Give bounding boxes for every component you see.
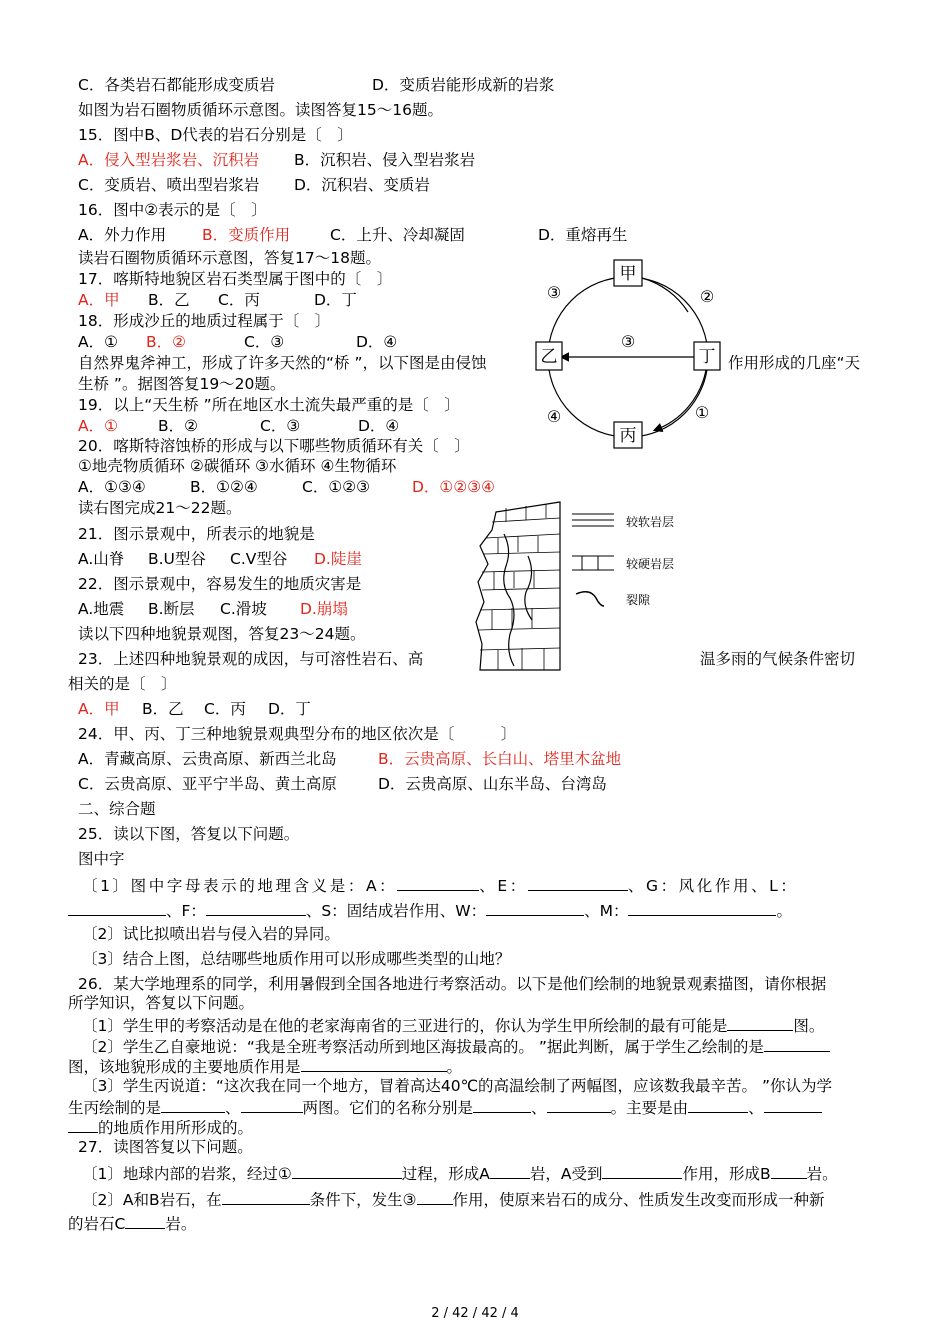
- blank-m[interactable]: [628, 899, 776, 916]
- legend-soft-swatch: [572, 514, 614, 526]
- q25-p1-text-end: 。: [776, 902, 792, 920]
- arrow-2: [642, 278, 688, 312]
- intro-15: 如图为岩石圈物质循环示意图。读图答复15～16题。: [78, 101, 443, 119]
- label-jia: 甲: [619, 264, 637, 284]
- q24-option-d: D．云贵高原、山东半岛、台湾岛: [378, 775, 607, 793]
- legend-crack-label: 裂隙: [626, 593, 651, 607]
- q18-option-a: A．①: [78, 333, 118, 351]
- legend-hard-label: 较硬岩层: [626, 557, 675, 571]
- q18-option-b: B．②: [146, 333, 187, 351]
- q22-option-b: B.断层: [148, 600, 195, 618]
- section-2-title: 二、综合题: [78, 800, 156, 818]
- blank-q27-2b[interactable]: [417, 1188, 453, 1205]
- q22-option-c: C.滑坡: [220, 600, 267, 618]
- q25-p2: 〔2〕试比拟喷出岩与侵入岩的异同。: [82, 925, 340, 943]
- q17-stem: 17．喀斯特地貌区岩石类型属于图中的〔 〕: [78, 270, 393, 288]
- q26-p3-text-d: 两图。它们的名称分别是: [302, 1099, 474, 1117]
- intro-23: 读以下四种地貌景观图，答复23～24题。: [78, 625, 366, 643]
- q26-p3-sep2: 、: [531, 1099, 547, 1117]
- q25-p1-text-e: 、E：: [479, 877, 528, 895]
- label-3-topleft: ③: [546, 283, 562, 302]
- q23-option-d: D．丁: [268, 700, 311, 718]
- q27-stem: 27．读图答复以下问题。: [78, 1138, 253, 1156]
- q15-stem: 15．图中B、D代表的岩石分别是〔 〕: [78, 126, 353, 144]
- blank-q26-1[interactable]: [727, 1014, 793, 1031]
- label-bing: 丙: [619, 426, 637, 446]
- q20-option-d: D．①②③④: [412, 478, 496, 496]
- blank-q27-2c[interactable]: [125, 1212, 165, 1229]
- q27-p2-line1: [82, 1188, 825, 1210]
- q26-p3-sep1: 、: [225, 1099, 241, 1117]
- q14-option-d: D．变质岩能形成新的岩浆: [372, 76, 555, 94]
- blank-q26-3d[interactable]: [547, 1096, 611, 1113]
- blank-e[interactable]: [528, 874, 628, 891]
- q15-option-a: A．侵入型岩浆岩、沉积岩: [78, 151, 260, 169]
- q26-p3-sep3: 、: [748, 1099, 764, 1117]
- blank-q27-2a[interactable]: [222, 1188, 310, 1205]
- intro-19-part1: 自然界鬼斧神工，形成了许多天然的“桥 ”，以下图是由侵蚀: [78, 354, 487, 372]
- q21-option-d: D.陡崖: [314, 550, 362, 568]
- q17-options: [78, 290, 357, 310]
- intro-17: 读岩石圈物质循环示意图，答复17～18题。: [78, 249, 381, 267]
- q23-stem-part2: 温多雨的气候条件密切: [700, 650, 856, 668]
- q25-figure-label: 图中字: [78, 850, 125, 868]
- q19-option-b: B．②: [158, 417, 199, 435]
- q21-options: [78, 549, 362, 569]
- blank-q26-2b[interactable]: [301, 1055, 447, 1072]
- q15-options-cd: [78, 175, 430, 195]
- q27-p1-text-d: 作用，形成B: [682, 1165, 771, 1183]
- q26-p3-end: 的地质作用所形成的。: [98, 1119, 254, 1137]
- q26-p2-text: 〔2〕学生乙自豪地说：“我是全班考察活动所到地区海拔最高的。 ”据此判断，属于学生乙绘制的是: [82, 1038, 764, 1056]
- q17-option-b: B．乙: [148, 291, 190, 309]
- q24-option-c: C．云贵高原、亚平宁半岛、黄土高原: [78, 775, 337, 793]
- q26-p3-text-f: 。主要是由: [610, 1099, 689, 1117]
- q27-p2-text-c: 作用，使原来岩石的成分、性质发生改变而形成一种新: [452, 1191, 825, 1209]
- page-footer: 2 / 42 / 42 / 4: [431, 1306, 519, 1321]
- q20-options: [78, 477, 496, 497]
- q23-option-b: B．乙: [142, 700, 184, 718]
- q26-p1-end: 图。: [793, 1017, 825, 1035]
- label-4: ④: [546, 407, 562, 426]
- blank-q26-3g[interactable]: [68, 1116, 98, 1133]
- blank-q27-1a[interactable]: [292, 1162, 402, 1179]
- blank-q26-3e[interactable]: [688, 1096, 748, 1113]
- q25-p1-text-f: 、F：: [166, 902, 206, 920]
- q20-option-a: A．①③④: [78, 478, 146, 496]
- label-yi: 乙: [540, 347, 558, 367]
- q24-option-a: A．青藏高原、云贵高原、新西兰北岛: [78, 750, 337, 768]
- q21-stem: 21．图示景观中，所表示的地貌是: [78, 525, 315, 543]
- q27-p2-text-a: 〔2〕A和B岩石，在: [82, 1191, 222, 1209]
- q16-option-d: D．重熔再生: [538, 226, 628, 244]
- q18-option-c: C．③: [244, 333, 285, 351]
- blank-q26-3f[interactable]: [764, 1096, 822, 1113]
- q16-option-a: A．外力作用: [78, 226, 167, 244]
- intro-19-line1: [78, 353, 861, 373]
- q26-p1: [82, 1014, 824, 1036]
- q25-p1-line1: [82, 874, 799, 896]
- q16-stem: 16．图中②表示的是〔 〕: [78, 201, 267, 219]
- q23-stem-line1: [78, 649, 856, 669]
- q26-p3-text-b: 生丙绘制的是: [68, 1099, 162, 1117]
- q17-option-c: C．丙: [218, 291, 260, 309]
- q23-stem-part1: 23．上述四种地貌景观的成因，与可溶性岩石、高: [78, 650, 424, 668]
- blank-a[interactable]: [397, 874, 479, 891]
- q22-stem: 22．图示景观中，容易发生的地质灾害是: [78, 575, 362, 593]
- q24-option-b: B．云贵高原、长白山、塔里木盆地: [378, 750, 622, 768]
- q26-p2-text-b: 图，该地貌形成的主要地质作用是: [68, 1058, 301, 1076]
- q19-stem: 19．以上“天生桥 ”所在地区水土流失最严重的是〔 〕: [78, 396, 460, 414]
- q21-option-c: C.V型谷: [230, 550, 288, 568]
- q17-option-a: A．甲: [78, 291, 120, 309]
- intro-19-part2: 作用形成的几座“天: [728, 354, 861, 372]
- q27-p2-text-b: 条件下，发生③: [309, 1191, 417, 1209]
- q24-stem: 24．甲、丙、丁三种地貌景观典型分布的地区依次是〔 〕: [78, 725, 517, 743]
- q27-p1-text-b: 过程，形成A: [401, 1165, 490, 1183]
- blank-q27-1b[interactable]: [490, 1162, 530, 1179]
- q24-options-cd: [78, 774, 607, 794]
- q22-option-a: A.地震: [78, 600, 125, 618]
- q25-stem: 25．读以下图，答复以下问题。: [78, 825, 300, 843]
- q26-p3-line3: [68, 1116, 253, 1138]
- q25-p1-line2: [68, 899, 792, 921]
- q27-p1-text-e: 岩。: [806, 1165, 838, 1183]
- q26-p2-line2: [68, 1055, 462, 1077]
- q17-option-d: D．丁: [314, 291, 357, 309]
- label-ding: 丁: [698, 347, 716, 367]
- q18-options: [78, 332, 398, 352]
- q20-stem: 20．喀斯特溶蚀桥的形成与以下哪些物质循环有关〔 〕: [78, 437, 470, 455]
- q16-option-c: C．上升、冷却凝固: [330, 226, 465, 244]
- blank-q26-3a[interactable]: [161, 1096, 225, 1113]
- q23-option-c: C．丙: [204, 700, 246, 718]
- legend-soft-label: 较软岩层: [626, 515, 675, 529]
- q21-option-b: B.U型谷: [148, 550, 206, 568]
- q15-option-c: C．变质岩、喷出型岩浆岩: [78, 176, 260, 194]
- q27-p1-text-c: 岩，A受到: [529, 1165, 603, 1183]
- q16-options: [78, 225, 628, 245]
- q23-stem-line2: 相关的是〔 〕: [68, 675, 177, 693]
- q26-stem-line1: 26．某大学地理系的同学，利用暑假到全国各地进行考察活动。以下是他们绘制的地貌景观素描图，请你根据: [78, 975, 827, 993]
- q26-stem-line2: 所学知识，答复以下问题。: [68, 994, 255, 1012]
- q26-p3-line2: [68, 1096, 822, 1118]
- q18-option-d: D．④: [356, 333, 398, 351]
- q22-options: [78, 599, 348, 619]
- legend-hard-swatch: [572, 556, 614, 570]
- label-1: ①: [694, 403, 710, 422]
- q26-p2-end: 。: [446, 1058, 463, 1076]
- q20-items: ①地壳物质循环 ②碳循环 ③水循环 ④生物循环: [78, 457, 397, 475]
- q20-option-b: B．①②④: [190, 478, 258, 496]
- q15-option-b: B．沉积岩、侵入型岩浆岩: [294, 151, 476, 169]
- q19-option-a: A．①: [78, 417, 118, 435]
- q25-p1-text-g: 、G：风化作用、L：: [627, 877, 799, 895]
- blank-q26-2a[interactable]: [764, 1035, 830, 1052]
- q26-p3-line1: 〔3〕学生丙说道：“这次我在同一个地方，冒着高达40℃的高温绘制了两幅图，应该数我最辛苦。 ”你认为学: [82, 1077, 832, 1095]
- q25-p1-text-s: 、S：固结成岩作用、W：: [305, 902, 487, 920]
- q14-option-c: C．各类岩石都能形成变质岩: [78, 76, 275, 94]
- q21-option-a: A.山脊: [78, 550, 125, 568]
- q14-options-cd: [78, 75, 555, 95]
- q27-p2-text-d: 的岩石C: [68, 1215, 126, 1233]
- label-2: ②: [699, 287, 715, 306]
- label-3-center: ③: [620, 332, 636, 351]
- intro-21: 读右图完成21～22题。: [78, 499, 242, 517]
- blank-q27-1c[interactable]: [602, 1162, 682, 1179]
- blank-w[interactable]: [486, 899, 584, 916]
- q27-p2-line2: [68, 1212, 196, 1234]
- q23-option-a: A．甲: [78, 700, 120, 718]
- q25-p1-text-a: 〔1〕图中字母表示的地理含义是：A：: [82, 877, 398, 895]
- blank-q27-1d[interactable]: [771, 1162, 807, 1179]
- q19-options: [78, 416, 400, 436]
- intro-19-line2: 生桥 ”。据图答复19～20题。: [78, 375, 286, 393]
- q26-p2-line1: [82, 1035, 830, 1057]
- q23-options: [78, 699, 311, 719]
- q22-option-d: D.崩塌: [300, 600, 348, 618]
- q19-option-d: D．④: [358, 417, 400, 435]
- q27-p2-text-e: 岩。: [165, 1215, 197, 1233]
- blank-l[interactable]: [68, 899, 166, 916]
- q27-p1-text-a: 〔1〕地球内部的岩浆，经过①: [82, 1165, 292, 1183]
- legend-crack-swatch: [576, 592, 604, 606]
- q18-stem: 18．形成沙丘的地质过程属于〔 〕: [78, 312, 331, 330]
- q19-option-c: C．③: [260, 417, 301, 435]
- q25-p1-text-m: 、M：: [584, 902, 629, 920]
- blank-q26-3b[interactable]: [241, 1096, 303, 1113]
- cliff-diagram: [466, 494, 716, 674]
- q24-options-ab: [78, 749, 622, 769]
- q26-p1-text: 〔1〕学生甲的考察活动是在他的老家海南省的三亚进行的，你认为学生甲所绘制的最有可能是: [82, 1017, 728, 1035]
- q25-p3: 〔3〕结合上图，总结哪些地质作用可以形成哪些类型的山地？: [82, 950, 511, 968]
- q16-option-b: B．变质作用: [202, 226, 291, 244]
- q15-options-ab: [78, 150, 476, 170]
- blank-f[interactable]: [206, 899, 306, 916]
- blank-q26-3c[interactable]: [473, 1096, 531, 1113]
- cliff-outline: [476, 502, 560, 670]
- q15-option-d: D．沉积岩、变质岩: [294, 176, 430, 194]
- rock-cycle-diagram: [530, 252, 730, 452]
- q27-p1: [82, 1162, 838, 1184]
- q20-option-c: C．①②③: [302, 478, 371, 496]
